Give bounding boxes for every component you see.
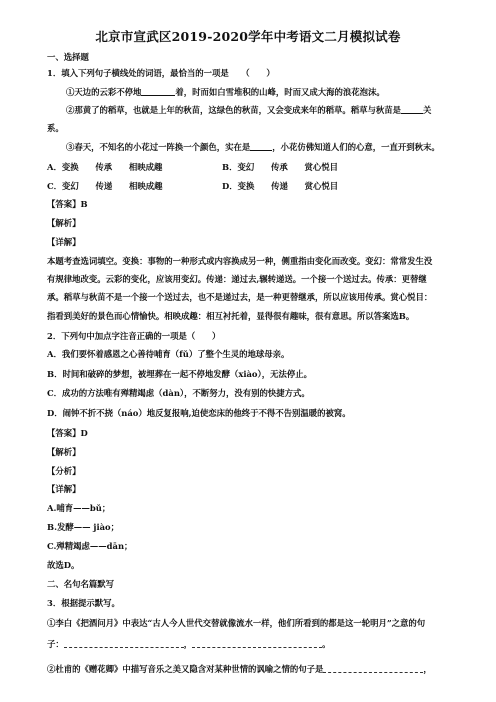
q1-explanation-1: 本题考查选词填空。变换：事物的一种形式或内容换成另一种，侧重指由变化而改变。变幻：常常发生没 (47, 256, 433, 266)
section-heading-choice: 一、选择题 (47, 52, 89, 62)
q1-explanation-4: 指看到美好的景色而心情愉快。相映成趣：相互衬托着，显得很有趣味，很有意思。所以答案选B。 (47, 311, 415, 321)
q1-option-b[interactable]: B．变幻 传承 赏心悦目 (222, 162, 338, 172)
page-title: 北京市宣武区2019-2020学年中考语文二月模拟试卷 (95, 29, 401, 44)
q2-correction-c: C.殚精竭虑——dān； (47, 541, 133, 551)
q3-item-2: ②杜甫的《赠花卿》中描写音乐之美又隐含对某种世情的讽喻之情的句子是 ， (47, 664, 432, 674)
section-heading-recitation: 二、名句名篇默写 (47, 579, 114, 589)
q2-fenxi-label: 【分析】 (47, 466, 81, 476)
q3-blank-1b[interactable] (192, 638, 322, 648)
q3-item-1: ①李白《把酒问月》中表达“古人今人世代交替就像流水一样，他们所看到的都是这一轮明月”之意的句 (47, 618, 426, 628)
q1-sentence-2-cont: 系。 (47, 123, 64, 133)
q3-blank-2[interactable] (323, 663, 423, 673)
q3-item-1-cont: 子： ， 。 (47, 639, 331, 649)
q1-stem: 1．填入下列句子横线处的词语，最恰当的一项是 （ ） (47, 68, 275, 78)
q1-blank-2[interactable] (401, 104, 423, 114)
q3-blank-1a[interactable] (64, 638, 184, 648)
q2-correction-b: B.发酵—— jiào； (47, 522, 120, 532)
q2-detail-label: 【详解】 (47, 484, 81, 494)
q2-answer: 【答案】D (47, 428, 88, 438)
q1-sentence-1: ①天边的云彩不停地 着，时而如白雪堆积的山峰，时而又成大海的浪花泡沫。 (66, 87, 385, 97)
q1-option-d[interactable]: D．变换 传递 赏心悦目 (222, 181, 339, 191)
q2-option-d[interactable]: D．闹钟不折不挠（náo）地反复报响,迫使恋床的他终于不得不告别温暖的被窝。 (47, 408, 351, 418)
q2-option-a[interactable]: A．我们要怀着感恩之心善待哺育（fǔ）了整个生灵的地球母亲。 (47, 349, 290, 359)
q2-option-b[interactable]: B．时间和破碎的梦想，被埋葬在一起不停地发酵（xiào），无法停止。 (47, 369, 312, 379)
q3-stem: 3．根据提示默写。 (47, 598, 120, 608)
q1-sentence-3: ③春天，不知名的小花过一阵换一个颜色，实在是 ，小花仿佛知道人们的心意，一直开到秋末。 (66, 142, 440, 152)
q1-blank-3[interactable] (250, 141, 272, 151)
q1-option-c[interactable]: C．变幻 传递 相映成趣 (47, 181, 163, 191)
q1-answer: 【答案】B (47, 199, 88, 209)
q2-conclusion: 故选D。 (47, 560, 80, 570)
q2-analysis-label: 【解析】 (47, 447, 81, 457)
q1-explanation-3: 承。稻草与秋苗不是一个接一个送过去，也不是递过去，是一种更替继承，所以应该用传承。赏心悦目： (47, 292, 433, 302)
q1-detail-label: 【详解】 (47, 237, 81, 247)
q1-option-a[interactable]: A．变换 传承 相映成趣 (47, 162, 163, 172)
q1-sentence-2: ②那黄了的稻草，也就是上年的秋苗，这绿色的秋苗，又会变成来年的稻草。稻草与秋苗是 关 (66, 105, 432, 115)
q2-option-c[interactable]: C．成功的方法唯有殚精竭虑（dàn），不断努力，没有别的快捷方式。 (47, 388, 310, 398)
q1-explanation-2: 有规律地改变。云彩的变化，应该用变幻。传递：递过去,辗转递送。一个接一个送过去。传承：更替继 (47, 274, 427, 284)
q2-correction-a: A.哺育——bǔ； (47, 503, 111, 513)
q1-analysis-label: 【解析】 (47, 218, 81, 228)
q2-stem: 2．下列句中加点字注音正确的一项是（ ） (47, 331, 221, 341)
q1-blank-1[interactable] (141, 86, 175, 96)
